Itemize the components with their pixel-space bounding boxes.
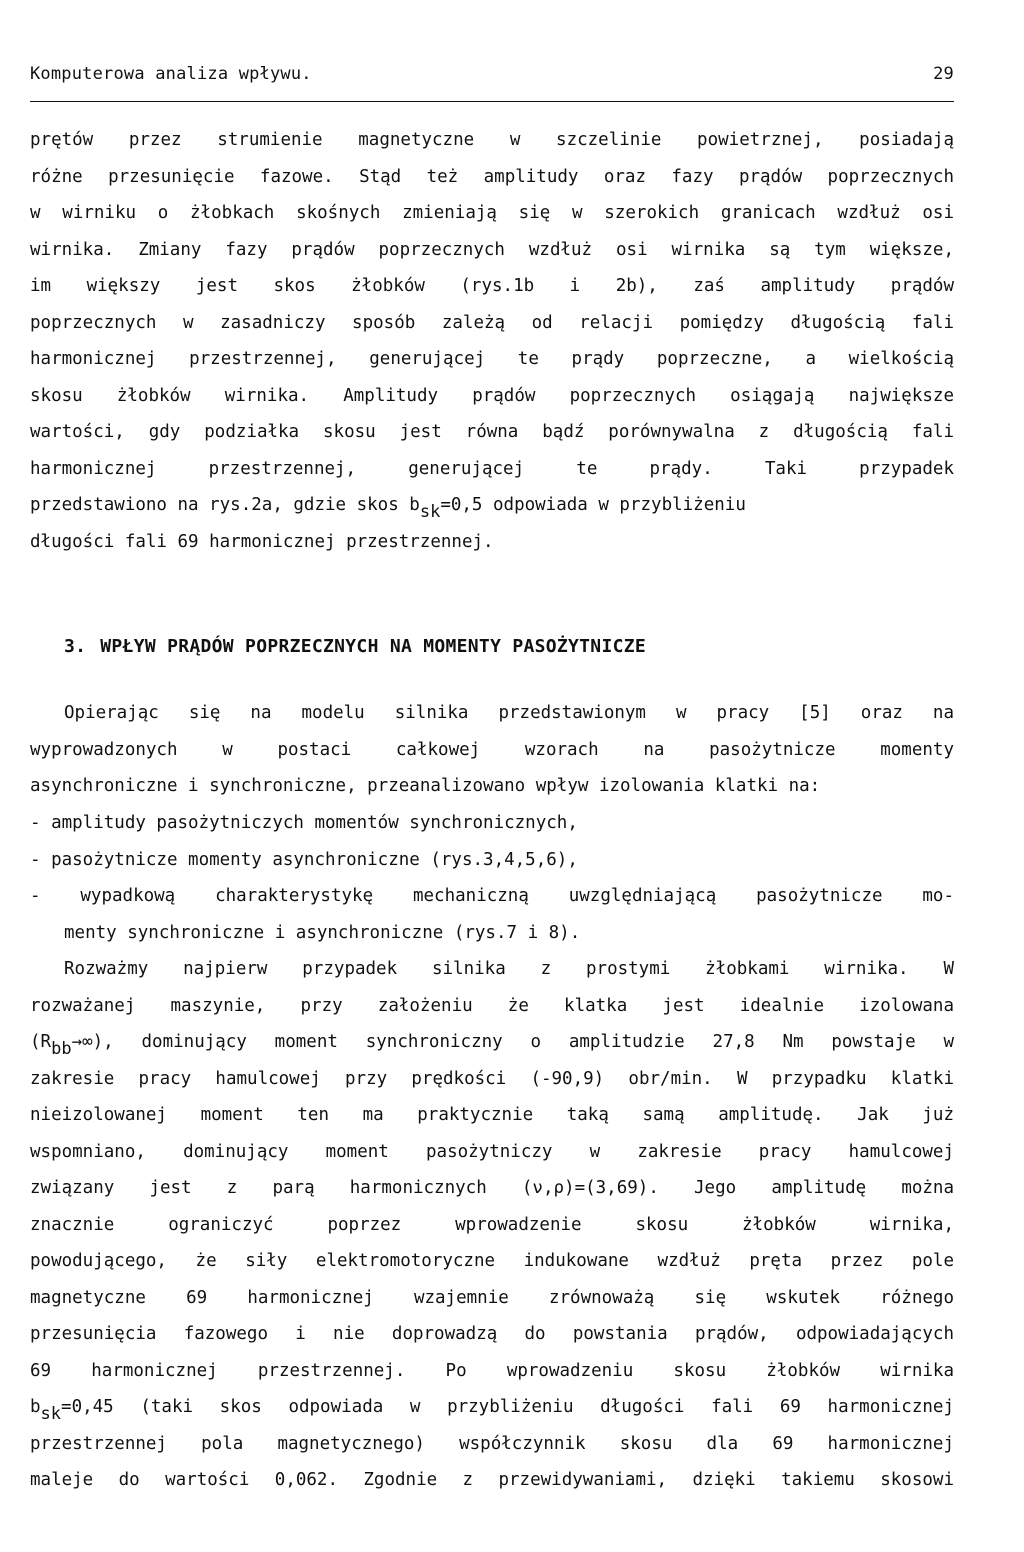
- text-line: wirnika. Zmiany fazy prądów poprzecznych wzdłuż osi wirnika są tym większe,: [30, 239, 954, 260]
- text-line-with-subscript: [30, 1024, 954, 1061]
- text-line: powodującego, że siły elektromotoryczne indukowane wzdłuż pręta przez pole: [30, 1251, 954, 1271]
- text-segment: →∞), dominujący moment synchroniczny o amplitudzie 27,8 Nm powstaje w: [71, 1032, 954, 1052]
- text-line: prętów przez strumienie magnetyczne w szczelinie powietrznej, posiadają: [30, 130, 954, 150]
- text-line: magnetyczne 69 harmonicznej wzajemnie zrównoważą się wskutek różnego: [30, 1287, 954, 1308]
- text-line: harmonicznej przestrzennej, generującej te prądy. Taki przypadek: [30, 458, 954, 479]
- text-line: wartości, gdy podziałka skosu jest równa bądź porównywalna z długością fali: [30, 422, 954, 442]
- text-line: rozważanej maszynie, przy założeniu że klatka jest idealnie izolowana: [30, 995, 954, 1016]
- text-line: asynchroniczne i synchroniczne, przeanalizowano wpływ izolowania klatki na:: [30, 776, 821, 796]
- text-line: poprzecznych w zasadniczy sposób zależą od relacji pomiędzy długością fali: [30, 312, 954, 333]
- subscript: sk: [40, 1404, 62, 1424]
- text-line: Opierając się na modelu silnika przedstawionym w pracy [5] oraz na: [64, 703, 954, 723]
- paragraph-2: [30, 695, 954, 805]
- text-line: w wirniku o żłobkach skośnych zmieniają się w szerokich granicach wzdłuż osi: [30, 203, 954, 223]
- subscript: bb: [51, 1039, 72, 1059]
- text-line: długości fali 69 harmonicznej przestrzennej.: [30, 531, 494, 552]
- text-line-with-subscript: [30, 487, 954, 524]
- header-rule: [30, 101, 954, 102]
- list-item: - amplitudy pasożytniczych momentów synchronicznych,: [30, 813, 578, 833]
- text-line: wyprowadzonych w postaci całkowej wzorach na pasożytnicze momenty: [30, 739, 954, 760]
- text-line-with-subscript: [30, 1389, 954, 1426]
- text-line: 69 harmonicznej przestrzennej. Po wprowadzeniu skosu żłobków wirnika: [30, 1360, 954, 1381]
- text-segment: (R: [30, 1032, 52, 1052]
- text-line: związany jest z parą harmonicznych (ν,ρ)=(3,69). Jego amplitudę można: [30, 1178, 954, 1198]
- section-number: 3.: [64, 636, 87, 657]
- text-line: nieizolowanej moment ten ma praktycznie taką samą amplitudę. Jak już: [30, 1105, 954, 1125]
- list-item-continuation: menty synchroniczne i asynchroniczne (rys.7 i 8).: [64, 922, 581, 943]
- text-line: Rozważmy najpierw przypadek silnika z prostymi żłobkami wirnika. W: [64, 959, 954, 979]
- text-segment: b: [30, 1397, 41, 1417]
- text-line: im większy jest skos żłobków (rys.1b i 2b), zaś amplitudy prądów: [30, 276, 954, 296]
- text-line: zakresie pracy hamulcowej przy prędkości (-90,9) obr/min. W przypadku klatki: [30, 1068, 954, 1089]
- list-item: - pasożytnicze momenty asynchroniczne (rys.3,4,5,6),: [30, 849, 578, 870]
- page-number: 29: [933, 64, 954, 84]
- text-line: przestrzennej pola magnetycznego) współczynnik skosu dla 69 harmonicznej: [30, 1433, 954, 1454]
- text-line: maleje do wartości 0,062. Zgodnie z przewidywaniami, dzięki takiemu skosowi: [30, 1470, 954, 1490]
- text-line: różne przesunięcie fazowe. Stąd też amplitudy oraz fazy prądów poprzecznych: [30, 166, 954, 187]
- list-item: - wypadkową charakterystykę mechaniczną uwzględniającą pasożytnicze mo-: [30, 886, 954, 906]
- header-title: Komputerowa analiza wpływu.: [30, 64, 312, 84]
- paragraph-3: [30, 951, 954, 1499]
- text-line: znacznie ograniczyć poprzez wprowadzenie skosu żłobków wirnika,: [30, 1214, 954, 1235]
- bullet-list: [30, 805, 954, 951]
- paragraph-1: [30, 122, 954, 560]
- section-heading: [64, 636, 646, 657]
- text-segment: =0,45 (taki skos odpowiada w przybliżeniu długości fali 69 harmonicznej: [61, 1397, 954, 1417]
- text-line: harmonicznej przestrzennej, generującej te prądy poprzeczne, a wielkością: [30, 349, 954, 369]
- text-segment: =0,5 odpowiada w przybliżeniu: [440, 495, 746, 515]
- running-header: [30, 64, 954, 88]
- document-page: [30, 0, 954, 1552]
- text-segment: przedstawiono na rys.2a, gdzie skos b: [30, 495, 420, 515]
- text-line: wspomniano, dominujący moment pasożytniczy w zakresie pracy hamulcowej: [30, 1141, 954, 1162]
- section-title: WPŁYW PRĄDÓW POPRZECZNYCH NA MOMENTY PASOŻYTNICZE: [100, 636, 646, 657]
- subscript: sk: [419, 502, 441, 522]
- text-line: skosu żłobków wirnika. Amplitudy prądów poprzecznych osiągają największe: [30, 385, 954, 406]
- text-line: przesunięcia fazowego i nie doprowadzą do powstania prądów, odpowiadających: [30, 1324, 954, 1344]
